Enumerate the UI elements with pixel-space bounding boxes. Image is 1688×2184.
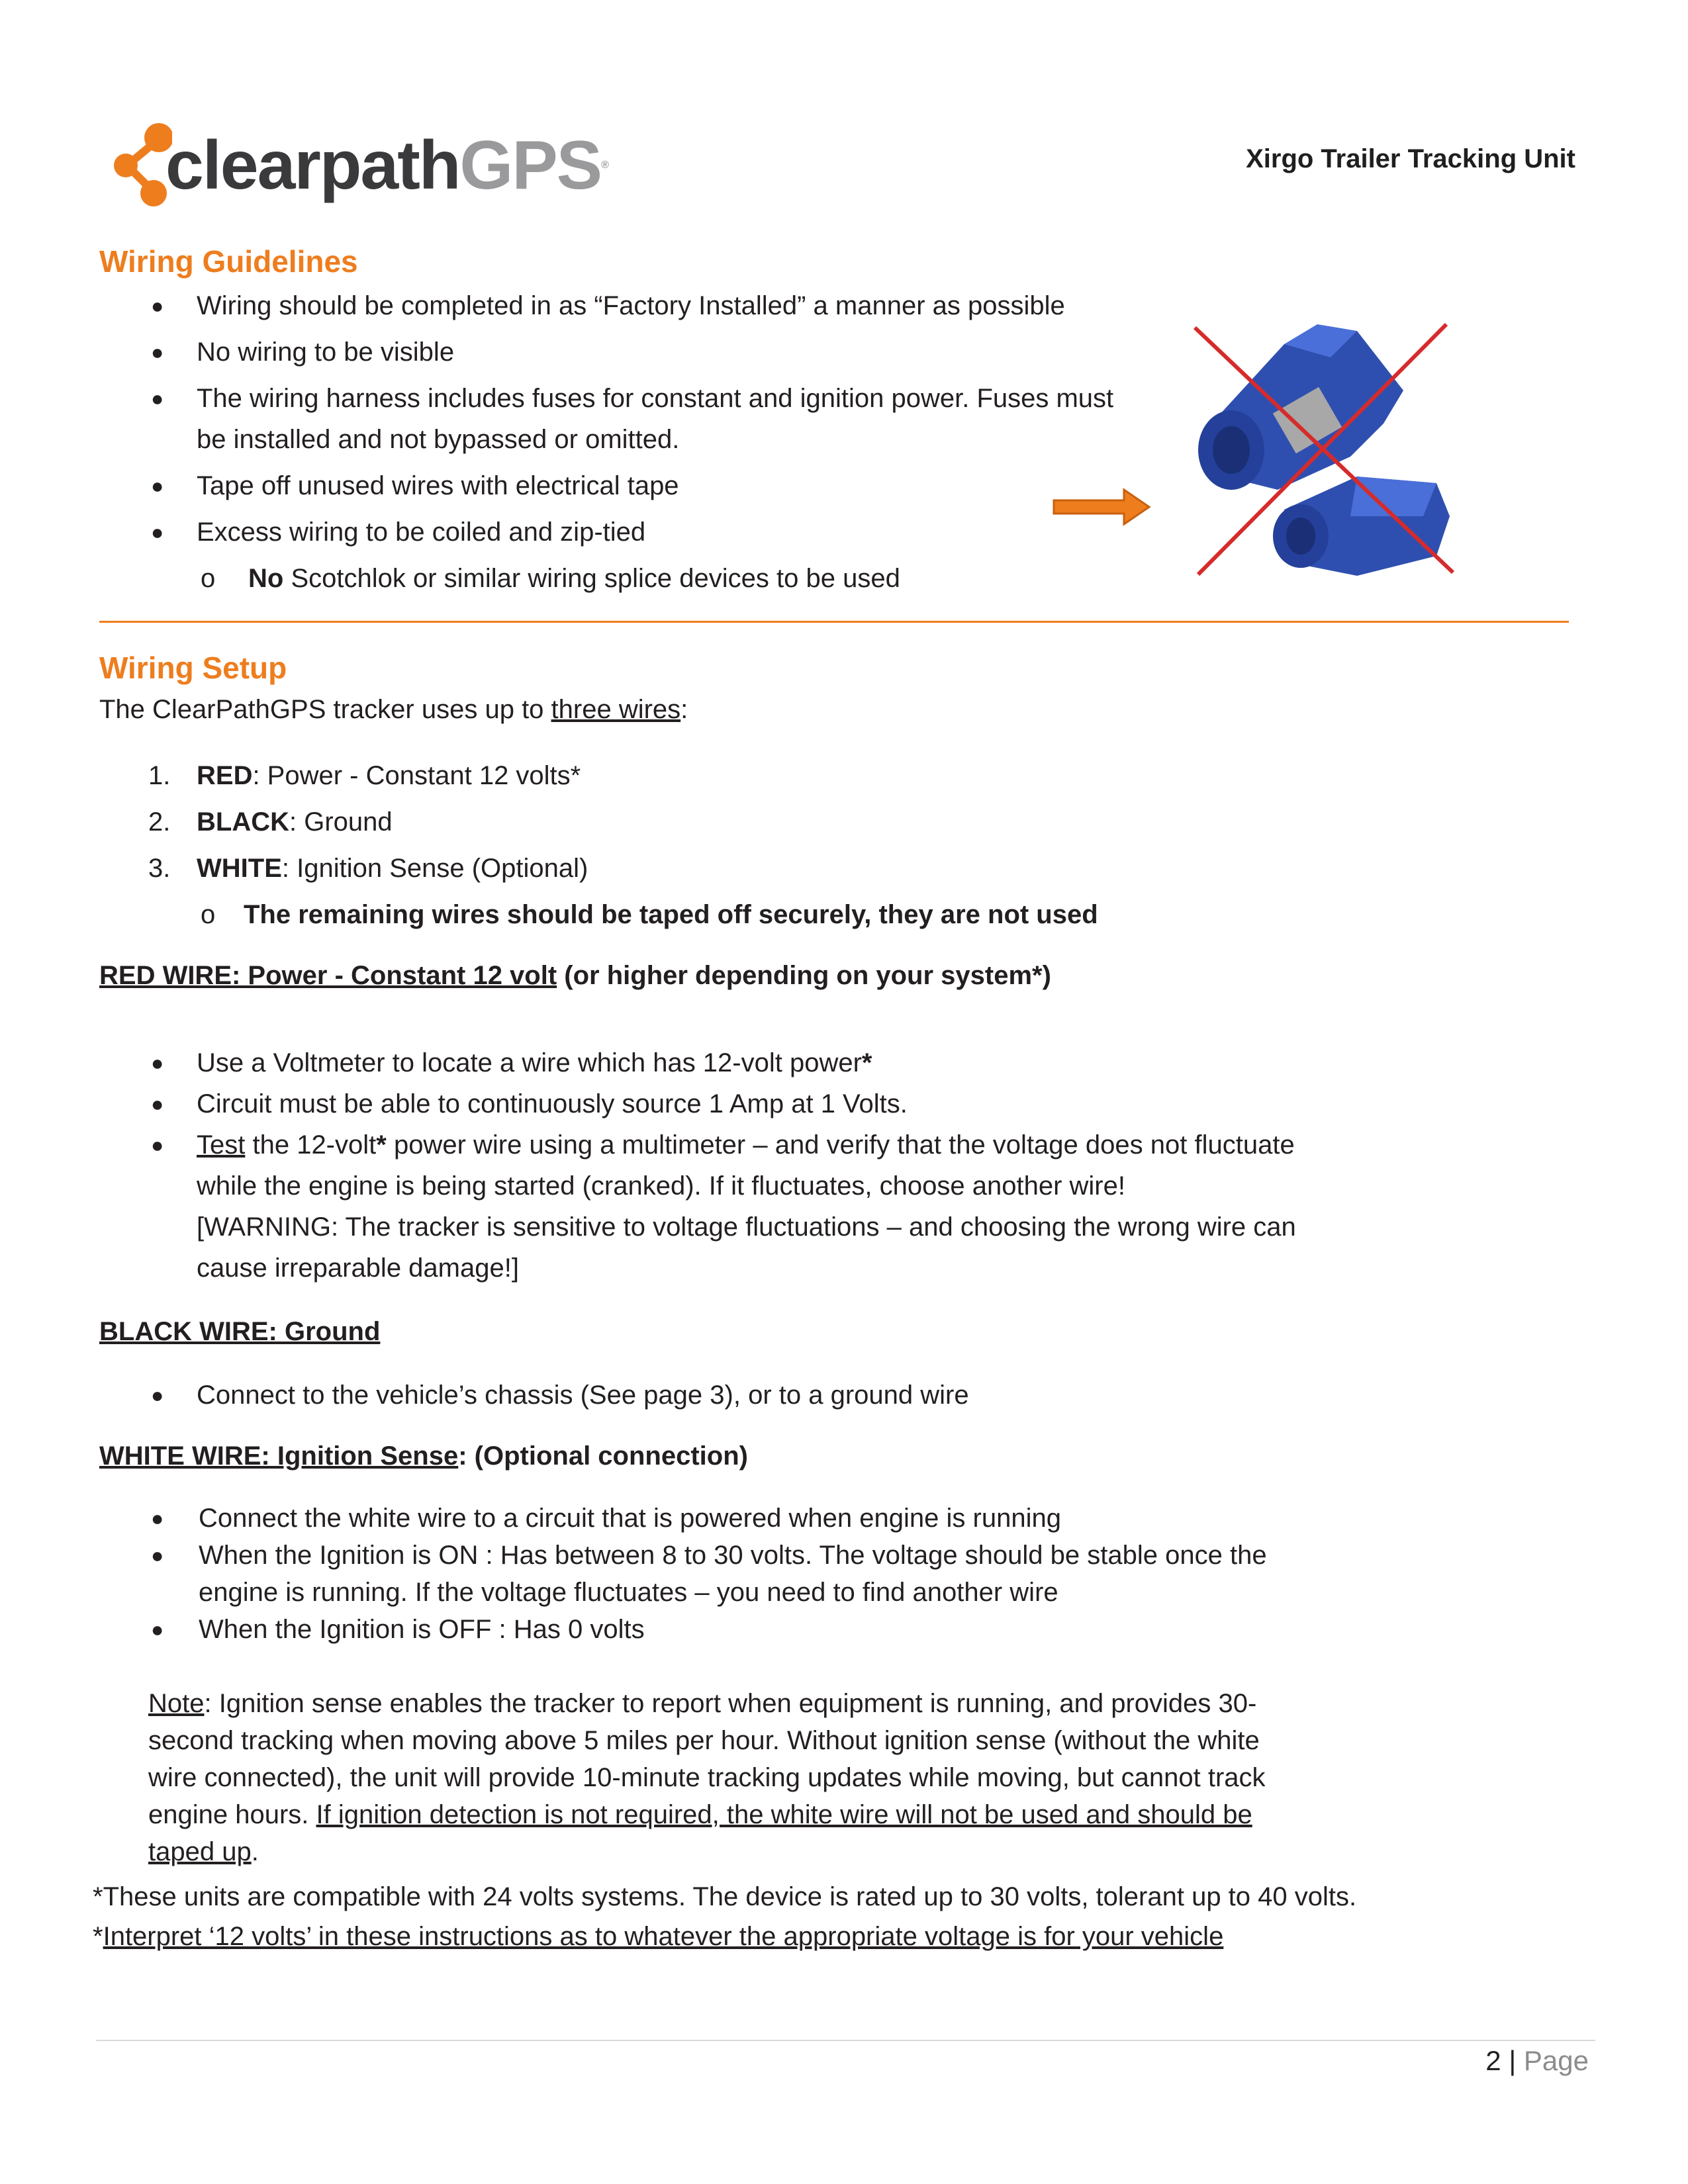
red-wire-heading (99, 960, 1051, 991)
red-bullet-circuit: Circuit must be able to continuously source 1 Amp at 1 Volts. (197, 1089, 908, 1118)
ignition-note-line3: wire connected), the unit will provide 10-minute tracking updates while moving, but cannot track (148, 1763, 1266, 1792)
logo-text-clearpath: clearpath (165, 127, 460, 204)
logo-wordmark (165, 119, 608, 212)
bullet-icon: ● (151, 1506, 164, 1530)
guideline-item-continued: be installed and not bypassed or omitted. (197, 425, 680, 454)
bullet-icon: ● (151, 474, 164, 498)
list-number: 2. (148, 807, 171, 837)
wire-desc: : Ground (289, 807, 393, 837)
bullet-icon: ● (151, 1383, 164, 1407)
bullet-icon: ● (151, 340, 164, 364)
bullet-icon: ● (151, 387, 164, 410)
guideline-item: Wiring should be completed in as “Factory Installed” a manner as possible (197, 291, 1065, 320)
white-bullet-ignition-off: When the Ignition is OFF : Has 0 volts (199, 1615, 645, 1644)
page-number-value: 2 (1485, 2045, 1501, 2076)
ignition-note (148, 1688, 1256, 1719)
list-number: 3. (148, 854, 171, 883)
logo-mark-icon (113, 119, 172, 212)
ignition-note-line2: second tracking when moving above 5 miles per hour. Without ignition sense (without the white (148, 1726, 1260, 1755)
wire-desc: : Ignition Sense (Optional) (281, 854, 588, 883)
black-bullet-chassis: Connect to the vehicle’s chassis (See page 3), or to a ground wire (197, 1381, 969, 1410)
bullet-icon: ● (151, 1617, 164, 1641)
ignition-note-line5 (148, 1836, 259, 1868)
footer-divider (96, 2040, 1595, 2041)
note-underlined: taped up (148, 1837, 252, 1866)
wire-color: BLACK (197, 807, 289, 837)
note-underlined: If ignition detection is not required, the white wire will not be used and should be (316, 1800, 1252, 1829)
list-number: 1. (148, 761, 171, 790)
footnote-text: Interpret ‘12 volts’ in these instructions as to whatever the appropriate voltage is for your vehicle (103, 1922, 1224, 1951)
red-bullet-voltmeter (197, 1047, 872, 1079)
document-title: Xirgo Trailer Tracking Unit (1246, 144, 1575, 173)
guideline-sub-item (248, 563, 900, 594)
bullet-icon: ● (151, 520, 164, 544)
logo-registered-mark: ® (601, 159, 608, 171)
note-text: : Ignition sense enables the tracker to report when equipment is running, and provides 30- (204, 1689, 1257, 1718)
bullet-text: power wire using a multimeter – and verify that the voltage does not fluctuate (386, 1130, 1295, 1160)
intro-three-wires: three wires (551, 695, 681, 724)
note-label: Note (148, 1689, 205, 1718)
setup-intro (99, 694, 688, 725)
intro-colon: : (680, 695, 688, 724)
white-bullet-connect: Connect the white wire to a circuit that is powered when engine is running (199, 1504, 1061, 1533)
white-wire-heading (99, 1440, 748, 1472)
bullet-text: the 12-volt (245, 1130, 377, 1160)
no-emphasis: No (248, 564, 284, 593)
note-period: . (251, 1837, 259, 1866)
red-bullet-warning: [WARNING: The tracker is sensitive to voltage fluctuations – and choosing the wrong wire can (197, 1212, 1296, 1242)
white-wire-heading-note: : (Optional connection) (458, 1441, 748, 1471)
white-wire-heading-main: WHITE WIRE: Ignition Sense (99, 1441, 459, 1471)
wire-color: RED (197, 761, 253, 790)
red-wire-heading-note: (or higher depending on your system*) (557, 961, 1051, 990)
bullet-icon: ● (151, 1051, 164, 1075)
red-wire-heading-main: RED WIRE: Power - Constant 12 volt (99, 961, 557, 990)
black-wire-heading: BLACK WIRE: Ground (99, 1317, 381, 1346)
test-word: Test (197, 1130, 246, 1160)
white-bullet-ignition-on: When the Ignition is ON : Has between 8 to 30 volts. The voltage should be stable once the (199, 1541, 1267, 1570)
footnote-interpret (93, 1921, 1223, 1952)
section-divider (99, 621, 1569, 623)
wire-desc: : Power - Constant 12 volts* (252, 761, 581, 790)
wire-color: WHITE (197, 854, 282, 883)
asterisk: * (861, 1048, 872, 1077)
page-number (1485, 2045, 1589, 2077)
red-bullet-test-line2: while the engine is being started (cranked). If it fluctuates, choose another wire! (197, 1171, 1125, 1201)
sub-bullet-icon: o (201, 564, 216, 593)
white-bullet-ignition-on-line2: engine is running. If the voltage fluctuates – you need to find another wire (199, 1578, 1058, 1607)
note-text: engine hours. (148, 1800, 316, 1829)
wire-list-item-white (197, 852, 588, 884)
ignition-note-line4 (148, 1799, 1252, 1831)
wire-list-item-black (197, 806, 393, 838)
page-separator: | (1501, 2045, 1524, 2076)
red-bullet-warning-line2: cause irreparable damage!] (197, 1253, 519, 1283)
company-logo (113, 119, 608, 212)
guideline-item: Excess wiring to be coiled and zip-tied (197, 518, 646, 547)
asterisk: * (376, 1130, 387, 1160)
intro-text: The ClearPathGPS tracker uses up to (99, 695, 551, 724)
wiring-setup-heading: Wiring Setup (99, 651, 287, 685)
remaining-wires-note: The remaining wires should be taped off securely, they are not used (244, 900, 1098, 929)
guideline-item: Tape off unused wires with electrical tape (197, 471, 679, 500)
wire-list-item-red (197, 760, 581, 792)
bullet-icon: ● (151, 294, 164, 318)
red-bullet-test (197, 1129, 1295, 1161)
wiring-guidelines-heading: Wiring Guidelines (99, 244, 358, 279)
footnote-24v: *These units are compatible with 24 volts systems. The device is rated up to 30 volts, tolerant up to 40 volts. (93, 1882, 1357, 1911)
bullet-icon: ● (151, 1092, 164, 1116)
sub-bullet-icon: o (201, 900, 216, 929)
guideline-item: The wiring harness includes fuses for constant and ignition power. Fuses must (197, 384, 1114, 413)
guideline-item: No wiring to be visible (197, 338, 455, 367)
footnote-asterisk: * (93, 1922, 103, 1951)
page-word: Page (1523, 2045, 1589, 2076)
bullet-icon: ● (151, 1133, 164, 1157)
bullet-text: Use a Voltmeter to locate a wire which has 12-volt power (197, 1048, 862, 1077)
bullet-icon: ● (151, 1543, 164, 1567)
logo-text-gps: GPS (459, 127, 602, 204)
arrow-right-icon (1053, 487, 1152, 527)
splice-connector-crossed-icon (1185, 318, 1463, 582)
sub-item-text: Scotchlok or similar wiring splice devices to be used (283, 564, 900, 593)
